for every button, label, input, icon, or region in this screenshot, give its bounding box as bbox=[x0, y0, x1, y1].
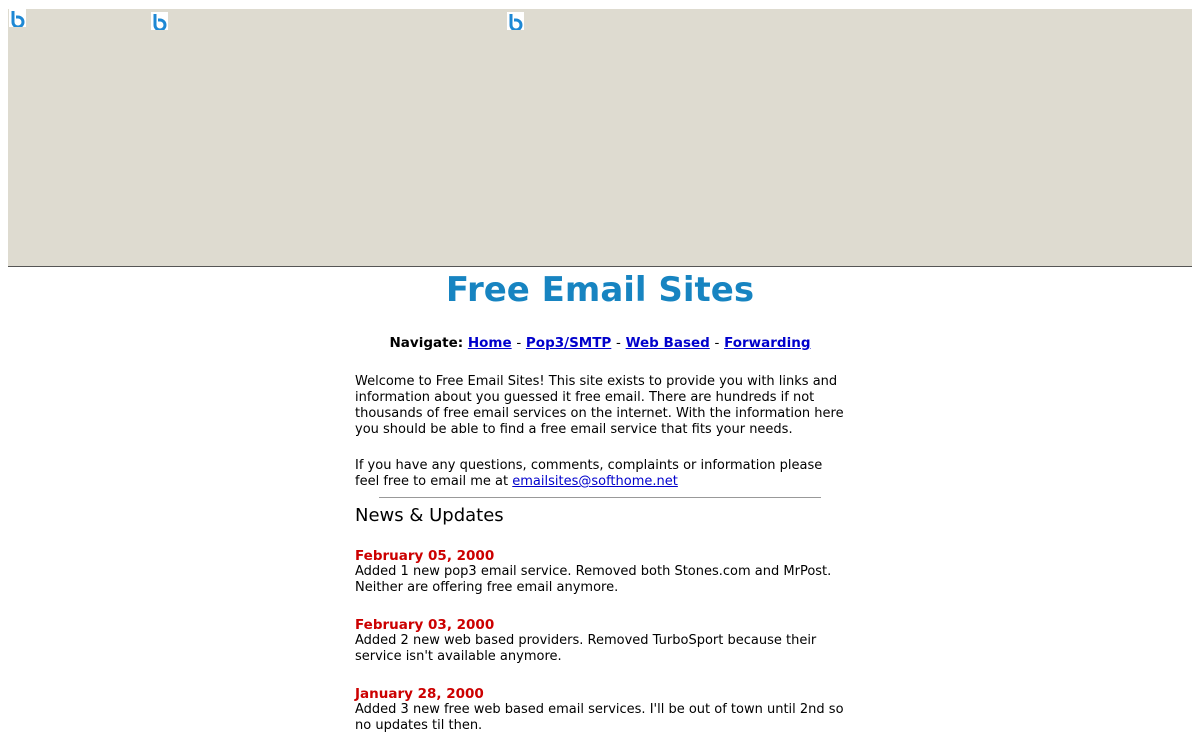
news-text: Added 3 new free web based email services. I'll be out of town until 2nd so no updates til then. bbox=[355, 702, 844, 733]
news-entry bbox=[355, 617, 847, 665]
navigation-bar bbox=[0, 335, 1200, 351]
nav-link-pop3-smtp[interactable]: Pop3/SMTP bbox=[525, 335, 612, 351]
nav-label: Navigate: bbox=[389, 335, 464, 351]
news-date: February 05, 2000 bbox=[355, 548, 495, 564]
divider bbox=[379, 497, 821, 498]
nav-separator: - bbox=[714, 335, 720, 351]
main-content bbox=[355, 374, 847, 755]
welcome-text: Welcome to Free Email Sites! This site exists to provide you with links and information about you guessed it free email. There are hundreds if not thousands of free email services on the internet. With the information here you should be able to find a free email service that fits your needs. bbox=[355, 374, 844, 437]
nav-separator: - bbox=[516, 335, 522, 351]
ad-banner[interactable] bbox=[8, 9, 1192, 267]
news-heading: News & Updates bbox=[355, 505, 504, 526]
nav-link-home[interactable]: Home bbox=[467, 335, 512, 351]
nav-separator: - bbox=[616, 335, 621, 351]
bing-logo-icon[interactable] bbox=[9, 9, 26, 27]
bing-logo-icon[interactable] bbox=[151, 12, 168, 30]
nav-link-web-based[interactable]: Web Based bbox=[625, 335, 710, 351]
nav-link-forwarding[interactable]: Forwarding bbox=[724, 335, 811, 351]
news-text: Added 2 new web based providers. Removed TurboSport because their service isn't available anymore. bbox=[355, 633, 817, 664]
news-entry bbox=[355, 548, 847, 596]
page-title: Free Email Sites bbox=[445, 270, 755, 310]
contact-email-link[interactable]: emailsites@softhome.net bbox=[512, 474, 678, 489]
news-entry bbox=[355, 686, 847, 734]
news-text: Added 1 new pop3 email service. Removed both Stones.com and MrPost. Neither are offering free email anymore. bbox=[355, 564, 832, 595]
contact-text: If you have any questions, comments, complaints or information please feel free to email me at bbox=[355, 458, 823, 489]
news-date: February 03, 2000 bbox=[355, 617, 495, 633]
bing-logo-icon[interactable] bbox=[507, 12, 524, 30]
contact-paragraph bbox=[355, 458, 847, 490]
news-date: January 28, 2000 bbox=[355, 686, 484, 702]
